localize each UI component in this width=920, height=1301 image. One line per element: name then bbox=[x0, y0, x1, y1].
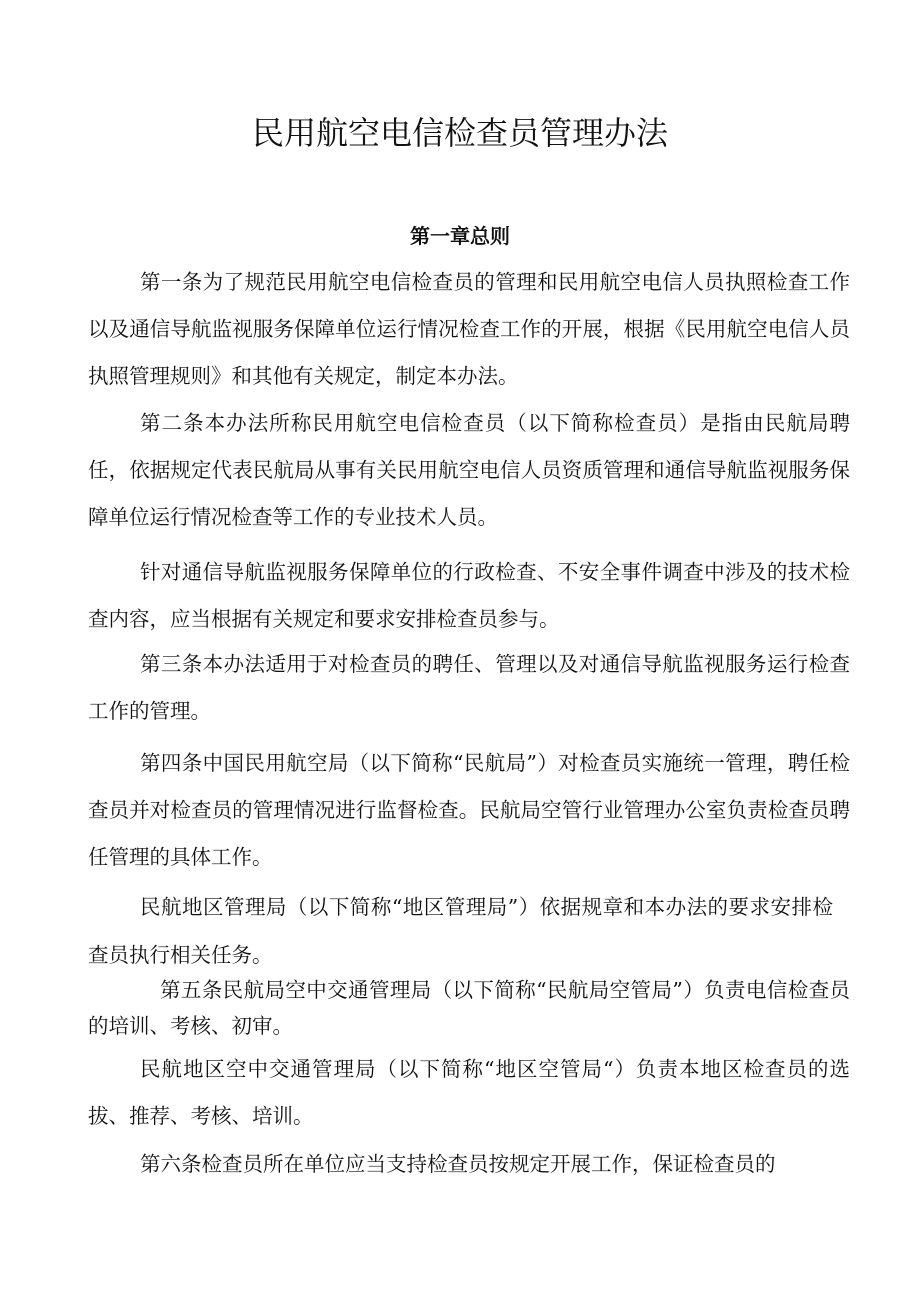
paragraph-article-2-supplement: 针对通信导航监视服务保障单位的行政检查、不安全事件调查中涉及的技术检查内容，应当根据有关规定和要求安排检查员参与。 bbox=[88, 560, 850, 631]
paragraph-article-5-supplement: 民航地区空中交通管理局（以下简称“地区空管局“）负责本地区检查员的选拔、推荐、考核、培训。 bbox=[88, 1057, 850, 1128]
document-title: 民用航空电信检查员管理办法 bbox=[251, 114, 668, 152]
chapter-heading: 第一章总则 bbox=[410, 224, 510, 248]
paragraph-article-4: 第四条中国民用航空局（以下简称“民航局”）对检查员实施统一管理，聘任检查员并对检查员的管理情况进行监督检查。民航局空管行业管理办公室负责检查员聘任管理的具体工作。 bbox=[88, 751, 850, 869]
paragraph-article-5: 第五条民航局空中交通管理局（以下简称“民航局空管局”）负责电信检查员的培训、考核、初审。 bbox=[88, 978, 850, 1038]
paragraph-article-4-supplement: 民航地区管理局（以下简称“地区管理局”）依据规章和本办法的要求安排检查员执行相关任务。 bbox=[88, 895, 833, 967]
paragraph-article-6: 第六条检查员所在单位应当支持检查员按规定开展工作，保证检查员的 bbox=[140, 1152, 776, 1176]
paragraph-article-1: 第一条为了规范民用航空电信检查员的管理和民用航空电信人员执照检查工作以及通信导航监视服务保障单位运行情况检查工作的开展，根据《民用航空电信人员执照管理规则》和其他有关规定，制定本办法。 bbox=[88, 270, 850, 388]
paragraph-article-2: 第二条本办法所称民用航空电信检查员（以下简称检查员）是指由民航局聘任，依据规定代表民航局从事有关民用航空电信人员资质管理和通信导航监视服务保障单位运行情况检查等工作的专业技术人员。 bbox=[88, 411, 850, 529]
paragraph-article-3: 第三条本办法适用于对检查员的聘任、管理以及对通信导航监视服务运行检查工作的管理。 bbox=[88, 652, 850, 723]
